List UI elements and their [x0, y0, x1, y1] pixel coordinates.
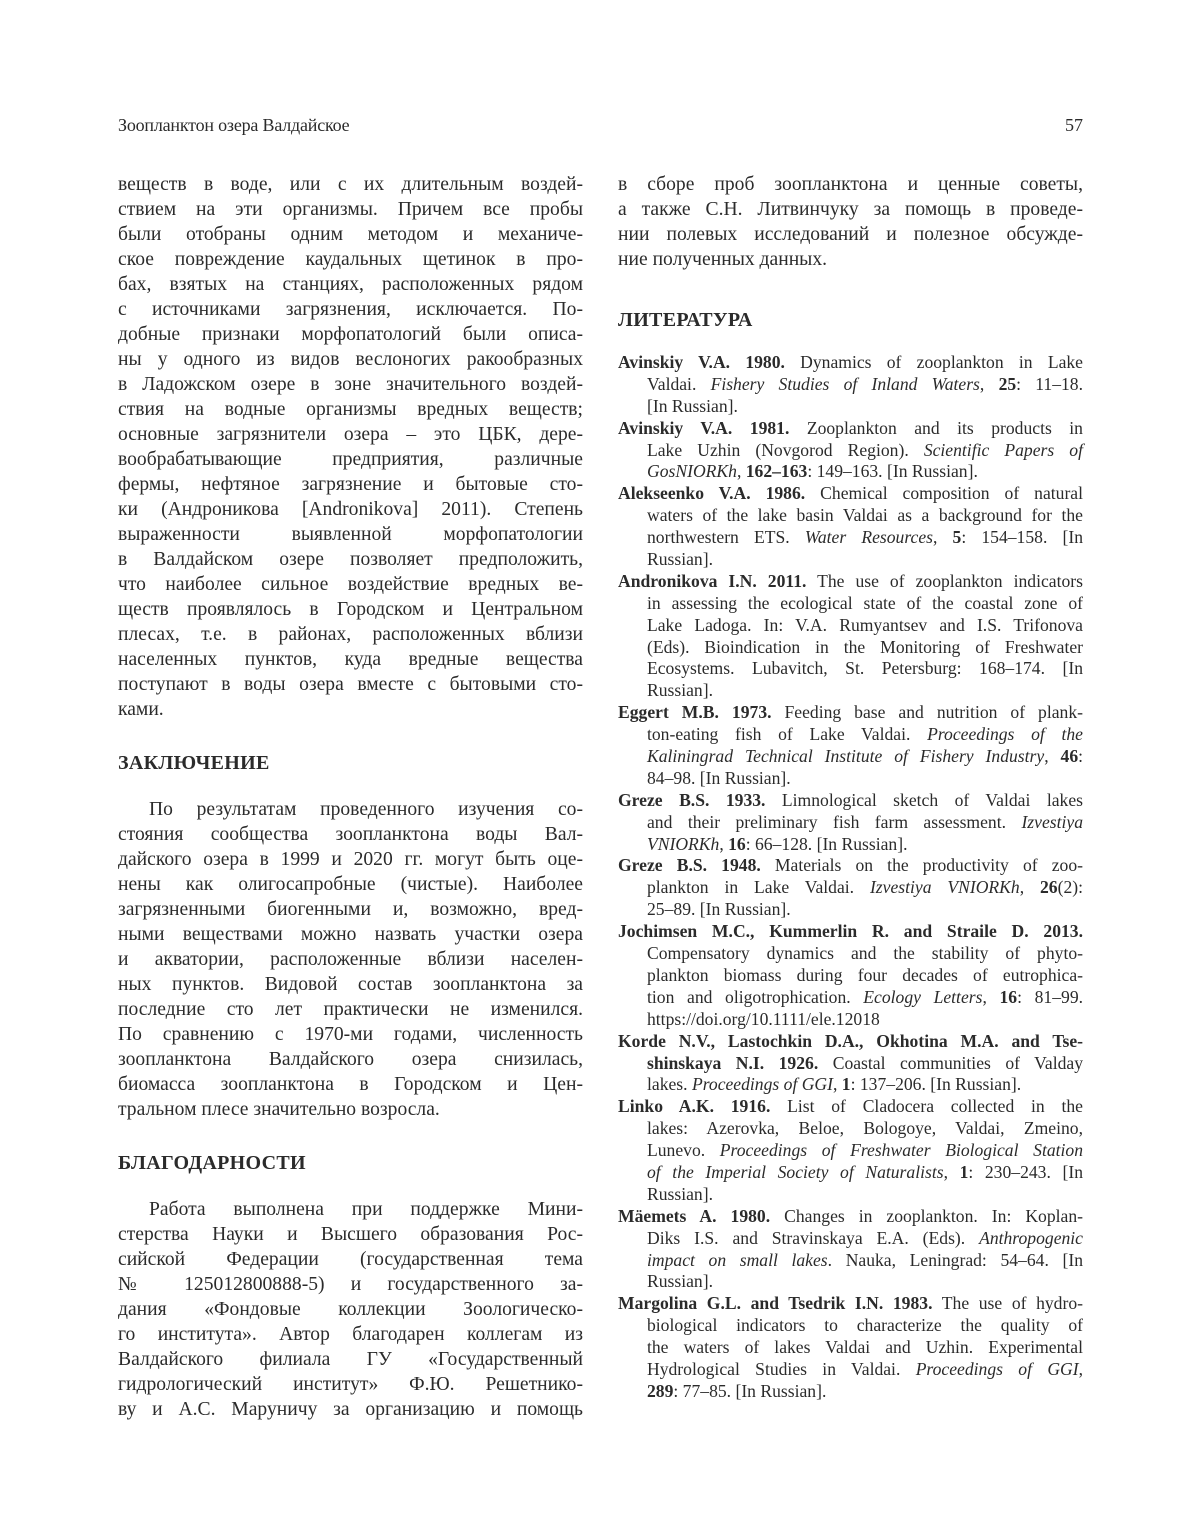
reference-bold-text: Avinskiy V.A. 1981.	[618, 418, 789, 438]
reference-text: Chemical composition of natural	[805, 483, 1083, 503]
reference-bold-text: 1	[842, 1074, 851, 1094]
text-line: веществ в воде, или с их длительным воздей-	[118, 172, 583, 197]
reference-line	[618, 1337, 1083, 1359]
reference-line	[618, 1381, 1083, 1403]
text-line: стерства Науки и Высшего образования Рос-	[118, 1222, 583, 1247]
text-line: зоопланктона Валдайского озера снизилась,	[118, 1047, 583, 1072]
reference-line	[618, 440, 1083, 462]
reference-line	[618, 483, 1083, 505]
text-line: нены как олигосапробные (чистые). Наиболее	[118, 872, 583, 897]
reference-line	[618, 724, 1083, 746]
reference-bold-text: 289	[647, 1381, 673, 1401]
text-line: ными веществами можно назвать участки озера	[118, 922, 583, 947]
reference-text: lakes: Azerovka, Beloe, Bologoye, Valdai, Zmeino,	[647, 1118, 1083, 1138]
reference-line	[618, 1184, 1083, 1206]
text-line: Валдайского филиала ГУ «Государственный	[118, 1347, 583, 1372]
reference-line	[618, 1118, 1083, 1140]
text-line: гидрологический институт» Ф.Ю. Решетнико-	[118, 1372, 583, 1397]
reference-entry	[618, 1206, 1083, 1294]
reference-bold-text: Jochimsen M.C., Kummerlin R. and Straile D. 2013.	[618, 921, 1083, 941]
text-line: населенных пунктов, куда вредные вещества	[118, 647, 583, 672]
reference-text: ,	[737, 461, 746, 481]
reference-italic-text: Proceedings of Freshwater Biological Station	[720, 1140, 1083, 1160]
reference-text: : 230–243. [In	[968, 1162, 1083, 1182]
text-line: По сравнению с 1970-ми годами, численность	[118, 1022, 583, 1047]
reference-line	[618, 549, 1083, 571]
reference-bold-text: 5	[953, 527, 962, 547]
reference-entry	[618, 921, 1083, 1030]
text-line: ществ проявлялось в Городском и Центральном	[118, 597, 583, 622]
text-line: основные загрязнители озера – это ЦБК, дере-	[118, 422, 583, 447]
reference-line	[618, 921, 1083, 943]
reference-italic-text: Anthropogenic	[979, 1228, 1083, 1248]
text-line: загрязненными биогенными и, возможно, вред-	[118, 897, 583, 922]
reference-text: ,	[980, 374, 999, 394]
text-line: дайского озера в 1999 и 2020 гг. могут быть оце-	[118, 847, 583, 872]
text-line: ствием на эти организмы. Причем все пробы	[118, 197, 583, 222]
reference-text: ,	[982, 987, 999, 1007]
reference-text: ,	[944, 1162, 960, 1182]
reference-text: Materials on the productivity of zoo-	[761, 855, 1083, 875]
reference-line	[618, 680, 1083, 702]
reference-text: : 137–206. [In Russian].	[851, 1074, 1022, 1094]
reference-text: 25–89. [In Russian].	[647, 899, 791, 919]
text-line: были отобраны одним методом и механиче-	[118, 222, 583, 247]
reference-line	[618, 571, 1083, 593]
reference-bold-text: Mäemets A. 1980.	[618, 1206, 770, 1226]
reference-bold-text: 162–163	[746, 461, 808, 481]
reference-text: Changes in zooplankton. In: Koplan-	[770, 1206, 1083, 1226]
reference-bold-text: Korde N.V., Lastochkin D.A., Okhotina M.A. and Tse-	[618, 1031, 1083, 1051]
reference-bold-text: 25	[999, 374, 1017, 394]
reference-text: . Nauka, Leningrad: 54–64. [In	[828, 1250, 1083, 1270]
text-line: ское повреждение каудальных щетинок в про-	[118, 247, 583, 272]
reference-text: Russian].	[647, 549, 713, 569]
reference-line	[618, 899, 1083, 921]
text-line: поступают в воды озера вместе с бытовыми сто-	[118, 672, 583, 697]
reference-italic-text: impact on small lakes	[647, 1250, 828, 1270]
reference-text: northwestern ETS.	[647, 527, 805, 547]
reference-text: Lunevo.	[647, 1140, 720, 1160]
reference-text: and their preliminary fish farm assessment.	[647, 812, 1021, 832]
reference-text: Ecosystems. Lubavitch, St. Petersburg: 168–174. [In	[647, 658, 1083, 678]
reference-text: Zooplankton and its products in	[789, 418, 1083, 438]
reference-line	[618, 418, 1083, 440]
reference-text: Coastal communities of Valday	[818, 1053, 1083, 1073]
reference-text: in assessing the ecological state of the coastal zone of	[647, 593, 1083, 613]
reference-line	[618, 1031, 1083, 1053]
text-line: ны у одного из видов веслоногих ракообразных	[118, 347, 583, 372]
reference-line	[618, 396, 1083, 418]
reference-italic-text: Water Resources	[805, 527, 933, 547]
reference-italic-text: Proceedings of GGI	[692, 1074, 833, 1094]
reference-bold-text: Andronikova I.N. 2011.	[618, 571, 806, 591]
reference-text: https://doi.org/10.1111/ele.12018	[647, 1009, 880, 1029]
text-line: в Ладожском озере в зоне значительного воздей-	[118, 372, 583, 397]
text-line: и акватории, расположенные вблизи населен-	[118, 947, 583, 972]
text-line: ных пунктов. Видовой состав зоопланктона за	[118, 972, 583, 997]
reference-text: plankton in Lake Valdai.	[647, 877, 870, 897]
reference-italic-text: VNIORKh	[647, 834, 719, 854]
text-line: го института». Автор благодарен коллегам из	[118, 1322, 583, 1347]
reference-italic-text: Fishery Studies of Inland Waters	[711, 374, 980, 394]
reference-text: ,	[719, 834, 728, 854]
reference-line	[618, 987, 1083, 1009]
text-line: фермы, нефтяное загрязнение и бытовые сто-	[118, 472, 583, 497]
reference-line	[618, 1162, 1083, 1184]
reference-bold-text: 16	[728, 834, 746, 854]
reference-italic-text: Proceedings of GGI	[916, 1359, 1079, 1379]
reference-text: (Eds). Bioindication in the Monitoring of Freshwater	[647, 637, 1083, 657]
reference-text: : 81–99.	[1017, 987, 1083, 1007]
reference-text: The use of hydro-	[932, 1293, 1083, 1313]
text-line: вообрабатывающие предприятия, различные	[118, 447, 583, 472]
reference-line	[618, 461, 1083, 483]
reference-bold-text: Avinskiy V.A. 1980.	[618, 352, 785, 372]
reference-text: Compensatory dynamics and the stability of phyto-	[647, 943, 1083, 963]
reference-bold-text: Eggert M.B. 1973.	[618, 702, 772, 722]
reference-line	[618, 1074, 1083, 1096]
reference-text: Russian].	[647, 1271, 713, 1291]
reference-text: : 11–18.	[1016, 374, 1083, 394]
reference-bold-text: Linko A.K. 1916.	[618, 1096, 770, 1116]
reference-line	[618, 1271, 1083, 1293]
text-line: ние полученных данных.	[618, 247, 1083, 272]
text-line: добные признаки морфопатологий были описа-	[118, 322, 583, 347]
reference-line	[618, 505, 1083, 527]
reference-text: ,	[1020, 877, 1040, 897]
reference-entry	[618, 418, 1083, 484]
reference-line	[618, 1250, 1083, 1272]
reference-text: lakes.	[647, 1074, 692, 1094]
reference-entry	[618, 855, 1083, 921]
text-line: стояния сообщества зоопланктона воды Вал-	[118, 822, 583, 847]
reference-line	[618, 374, 1083, 396]
reference-line	[618, 768, 1083, 790]
reference-line	[618, 746, 1083, 768]
reference-text: plankton biomass during four decades of eutrophica-	[647, 965, 1083, 985]
reference-italic-text: GosNIORKh	[647, 461, 737, 481]
reference-line	[618, 615, 1083, 637]
paragraph-continued	[118, 172, 583, 722]
reference-line	[618, 1293, 1083, 1315]
reference-text: Lake Uzhin (Novgorod Region).	[647, 440, 924, 460]
reference-line	[618, 834, 1083, 856]
reference-text: Limnological sketch of Valdai lakes	[765, 790, 1083, 810]
reference-text: ,	[1044, 746, 1060, 766]
reference-text: List of Cladocera collected in the	[770, 1096, 1083, 1116]
reference-line	[618, 855, 1083, 877]
paragraph-acknowledgements-continued	[618, 172, 1083, 272]
reference-line	[618, 593, 1083, 615]
reference-entry	[618, 1293, 1083, 1402]
text-line: бах, взятых на станциях, расположенных рядом	[118, 272, 583, 297]
reference-text: 84–98. [In Russian].	[647, 768, 791, 788]
reference-list	[618, 352, 1083, 1403]
text-line: ву и А.С. Маруничу за организацию и помощь	[118, 1397, 583, 1422]
reference-line	[618, 943, 1083, 965]
reference-text: Valdai.	[647, 374, 711, 394]
reference-text: biological indicators to characterize the quality of	[647, 1315, 1083, 1335]
reference-italic-text: Scientific Papers of	[924, 440, 1083, 460]
reference-entry	[618, 352, 1083, 418]
reference-bold-text: 16	[1000, 987, 1018, 1007]
reference-text: The use of zooplankton indicators	[806, 571, 1083, 591]
reference-text: Dynamics of zooplankton in Lake	[785, 352, 1083, 372]
page-number: 57	[1065, 113, 1083, 137]
reference-text: : 149–163. [In Russian].	[807, 461, 978, 481]
reference-text: tion and oligotrophication.	[647, 987, 863, 1007]
section-heading-conclusion: ЗАКЛЮЧЕНИЕ	[118, 750, 270, 776]
reference-text: : 66–128. [In Russian].	[746, 834, 908, 854]
text-line: ки (Андроникова [Andronikova] 2011). Степень	[118, 497, 583, 522]
reference-entry	[618, 483, 1083, 571]
reference-text: waters of the lake basin Valdai as a background for the	[647, 505, 1083, 525]
reference-text: : 154–158. [In	[961, 527, 1083, 547]
reference-bold-text: Greze B.S. 1948.	[618, 855, 761, 875]
section-heading-acknowledgements: БЛАГОДАРНОСТИ	[118, 1150, 306, 1176]
reference-entry	[618, 1031, 1083, 1097]
section-heading-references: ЛИТЕРАТУРА	[618, 307, 753, 333]
text-line: дания «Фондовые коллекции Зоологическо-	[118, 1297, 583, 1322]
reference-text: ,	[833, 1074, 842, 1094]
reference-entry	[618, 702, 1083, 790]
reference-bold-text: Margolina G.L. and Tsedrik I.N. 1983.	[618, 1293, 932, 1313]
reference-text: ,	[933, 527, 953, 547]
reference-line	[618, 1009, 1083, 1031]
reference-entry	[618, 571, 1083, 702]
reference-text: Diks I.S. and Stravinskaya E.A. (Eds).	[647, 1228, 979, 1248]
reference-bold-text: Greze B.S. 1933.	[618, 790, 765, 810]
text-line: ствия на водные организмы вредных веществ;	[118, 397, 583, 422]
reference-text: [In Russian].	[647, 396, 738, 416]
text-line: а также С.Н. Литвинчуку за помощь в проведе-	[618, 197, 1083, 222]
text-line: последние сто лет практически не изменился.	[118, 997, 583, 1022]
text-line: в сборе проб зоопланктона и ценные советы,	[618, 172, 1083, 197]
reference-text: Russian].	[647, 1184, 713, 1204]
reference-line	[618, 790, 1083, 812]
text-line: Работа выполнена при поддержке Мини-	[118, 1197, 583, 1222]
reference-text: Lake Ladoga. In: V.A. Rumyantsev and I.S. Trifonova	[647, 615, 1083, 635]
text-line: с источниками загрязнения, исключается. По-	[118, 297, 583, 322]
reference-line	[618, 1359, 1083, 1381]
reference-entry	[618, 790, 1083, 856]
reference-bold-text: Alekseenko V.A. 1986.	[618, 483, 805, 503]
reference-line	[618, 658, 1083, 680]
reference-italic-text: Izvestiya	[1021, 812, 1083, 832]
reference-text: Feeding base and nutrition of plank-	[772, 702, 1084, 722]
reference-italic-text: Izvestiya VNIORKh	[870, 877, 1020, 897]
reference-bold-text: 26	[1040, 877, 1058, 897]
paragraph-conclusion	[118, 797, 583, 1122]
reference-bold-text: 46	[1061, 746, 1079, 766]
reference-italic-text: Kaliningrad Technical Institute of Fishery Industry	[647, 746, 1044, 766]
reference-line	[618, 527, 1083, 549]
reference-line	[618, 812, 1083, 834]
reference-line	[618, 965, 1083, 987]
paragraph-acknowledgements	[118, 1197, 583, 1422]
reference-line	[618, 1228, 1083, 1250]
reference-line	[618, 1096, 1083, 1118]
reference-entry	[618, 1096, 1083, 1205]
reference-text: :	[1078, 746, 1083, 766]
reference-line	[618, 637, 1083, 659]
reference-text: : 77–85. [In Russian].	[673, 1381, 826, 1401]
reference-line	[618, 1315, 1083, 1337]
text-line: выраженности выявленной морфопатологии	[118, 522, 583, 547]
text-line: По результатам проведенного изучения со-	[118, 797, 583, 822]
reference-line	[618, 702, 1083, 724]
text-line: тральном плесе значительно возросла.	[118, 1097, 583, 1122]
text-line: плесах, т.е. в районах, расположенных вблизи	[118, 622, 583, 647]
text-line: нии полевых исследований и полезное обсужде-	[618, 222, 1083, 247]
reference-bold-text: shinskaya N.I. 1926.	[647, 1053, 818, 1073]
reference-text: ton-eating fish of Lake Valdai.	[647, 724, 927, 744]
reference-line	[618, 1053, 1083, 1075]
reference-text: Russian].	[647, 680, 713, 700]
reference-text: ,	[1079, 1359, 1083, 1379]
reference-text: (2):	[1058, 877, 1083, 897]
reference-italic-text: Ecology Letters	[863, 987, 982, 1007]
text-line: в Валдайском озере позволяет предположить,	[118, 547, 583, 572]
text-line: что наиболее сильное воздействие вредных ве-	[118, 572, 583, 597]
reference-text: the waters of lakes Valdai and Uzhin. Experimental	[647, 1337, 1083, 1357]
text-line: № 125012800888-5) и государственного за-	[118, 1272, 583, 1297]
reference-italic-text: Proceedings of the	[927, 724, 1083, 744]
reference-line	[618, 1140, 1083, 1162]
text-line: сийской Федерации (государственная тема	[118, 1247, 583, 1272]
reference-bold-text: 1	[960, 1162, 969, 1182]
running-title: Зоопланктон озера Валдайское	[118, 113, 349, 137]
text-line: ками.	[118, 697, 583, 722]
reference-line	[618, 352, 1083, 374]
reference-text: Hydrological Studies in Valdai.	[647, 1359, 916, 1379]
reference-line	[618, 877, 1083, 899]
reference-line	[618, 1206, 1083, 1228]
reference-italic-text: of the Imperial Society of Naturalists	[647, 1162, 944, 1182]
text-line: биомасса зоопланктона в Городском и Цен-	[118, 1072, 583, 1097]
